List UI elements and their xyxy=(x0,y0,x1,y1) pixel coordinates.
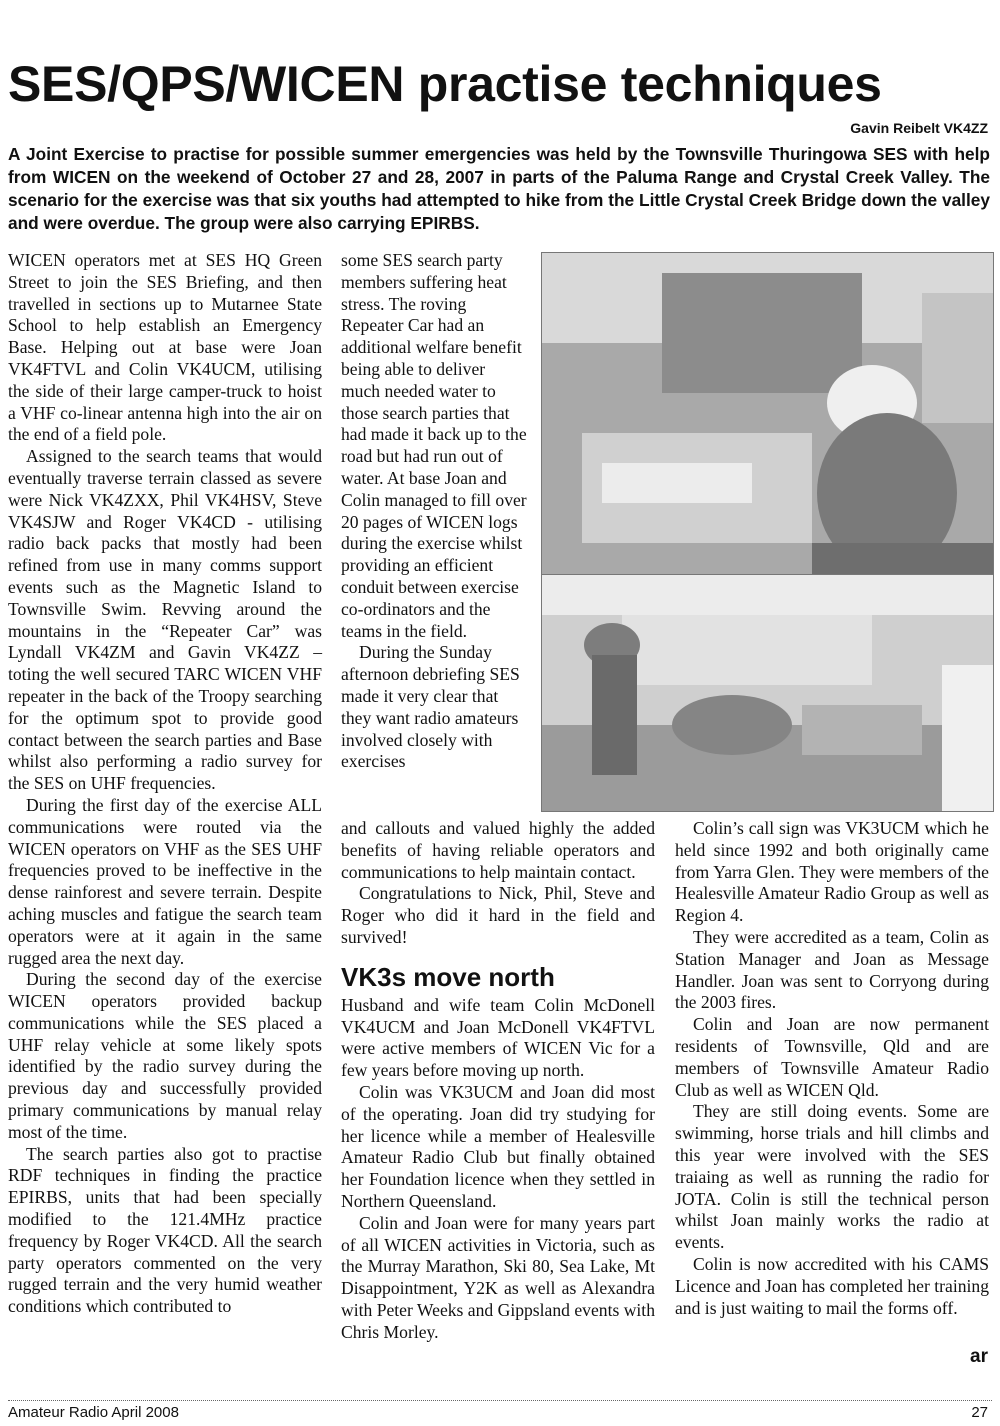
column-2-lower xyxy=(341,818,655,1344)
sidebar-heading: VK3s move north xyxy=(341,961,555,992)
body-paragraph: WICEN operators met at SES HQ Green Street to join the SES Briefing, and then travelled in sections up to Mutarnee State School to help establish an Emergency Base. Helping out at base were Joan VK4FTVL and Colin VK4UCM, utilising the side of their large camper-truck to hoist a VHF co-linear antenna high into the air on the end of a field pole. xyxy=(8,250,322,445)
intro-paragraph: A Joint Exercise to practise for possible summer emergencies was held by the Townsville Thuringowa SES with help from WICEN on the weekend of October 27 and 28, 2007 in parts of the Paluma Range and Crystal Creek Valley. The scenario for the exercise was that six youths had attempted to hike from the Little Crystal Creek Bridge down the valley and were overdue. The group were also carrying EPIRBS. xyxy=(8,144,990,233)
body-paragraph: some SES search party members suffering heat stress. The roving Repeater Car had an additional welfare benefit being able to deliver much needed water to those search parties that had made it back up to the road but had run out of water. At base Joan and Colin managed to fill over 20 pages of WICEN logs during the exercise whilst providing an efficient conduit between exercise co-ordinators and the teams in the field. xyxy=(341,250,527,641)
body-paragraph: Husband and wife team Colin McDonell VK4UCM and Joan McDonell VK4FTVL were active members of WICEN Vic for a few years before moving up north. xyxy=(341,994,655,1081)
body-paragraph: During the second day of the exercise WICEN operators provided backup communications while the SES placed a UHF relay vehicle at some likely spots identified by the radio survey during the previous day and successfully provided primary communications by manual relay most of the time. xyxy=(8,969,322,1142)
article-title: SES/QPS/WICEN practise techniques xyxy=(8,56,882,112)
body-paragraph: Colin was VK3UCM and Joan did most of the operating. Joan did try studying for her licence while a member of Healesville Amateur Radio Club but finally obtained her Foundation licence when they settled in Northern Queensland. xyxy=(341,1081,655,1211)
body-paragraph: They were accredited as a team, Colin as Station Manager and Joan as Message Handler. Joan was sent to Corryong during the 2003 fires. xyxy=(675,926,989,1013)
column-2-upper xyxy=(341,250,527,773)
photo-base-operators xyxy=(541,252,994,576)
body-paragraph: The search parties also got to practise RDF techniques in finding the practice EPIRBS, units that had been specially modified to the 121.4MHz practice frequency by Roger VK4CD. All the search party operators commented on the very rugged terrain and the very humid weather conditions which contributed to xyxy=(8,1143,322,1317)
column-1 xyxy=(8,250,322,1318)
body-paragraph: Colin’s call sign was VK3UCM which he held since 1992 and both originally came from Yarra Glen. They were members of the Healesville Amateur Radio Group as well as Region 4. xyxy=(675,818,989,926)
footer-divider xyxy=(8,1400,992,1401)
body-paragraph: and callouts and valued highly the added benefits of having reliable operators and communications to help maintain contact. xyxy=(341,818,655,882)
photo-debriefing-image xyxy=(542,575,993,811)
footer-publication: Amateur Radio April 2008 xyxy=(8,1404,179,1421)
column-3 xyxy=(675,818,989,1319)
body-paragraph: During the Sunday afternoon debriefing SES made it very clear that they want radio amateurs involved closely with exercises xyxy=(341,642,520,772)
author-byline: Gavin Reibelt VK4ZZ xyxy=(850,120,988,136)
end-mark-logo: ar xyxy=(970,1346,988,1367)
body-paragraph: Colin and Joan are now permanent residents of Townsville, Qld and are members of Townsville Amateur Radio Club as well as WICEN Qld. xyxy=(675,1014,989,1100)
body-paragraph: Colin is now accredited with his CAMS Licence and Joan has completed her training and is just waiting to mail the forms off. xyxy=(675,1253,989,1318)
body-paragraph: Congratulations to Nick, Phil, Steve and Roger who did it hard in the field and survived! xyxy=(341,883,655,947)
body-paragraph: Colin and Joan were for many years part of all WICEN activities in Victoria, such as the Murray Marathon, Ski 80, Sea Lake, Mt Disappointment, Y2K as well as Alexandra with Peter Weeks and Gippsland events with Chris Morley. xyxy=(341,1212,655,1342)
footer-page-number: 27 xyxy=(971,1404,988,1421)
body-paragraph: Assigned to the search teams that would eventually traverse terrain classed as severe were Nick VK4ZXX, Phil VK4HSV, Steve VK4SJW and Roger VK4CD - utilising radio back packs that mostly had been refined from use in many comms support events such as the Magnetic Island to Townsville Swim. Revving around the mountains in the “Repeater Car” was Lyndall VK4ZM and Gavin VK4ZZ – toting the well secured TARC WICEN VHF repeater in the back of the Troopy searching for the optimum spot to provide good contact between the search parties and Base whilst also performing a radio survey for the SES on UHF frequencies. xyxy=(8,446,322,794)
photo-base-operators-image xyxy=(542,253,993,575)
body-paragraph: During the first day of the exercise ALL communications were routed via the WICEN operators on VHF as the SES UHF frequencies proved to be ineffective in the dense rainforest and severe terrain. Despite aching muscles and fatigue the search team operators were at it again in the same rugged area the next day. xyxy=(8,794,322,968)
photo-debriefing xyxy=(541,574,994,812)
body-paragraph: They are still doing events. Some are swimming, horse trials and hill climbs and this year were involved with the SES traiaing as well as running the radio for JOTA. Colin is still the technical person whilst Joan mainly works the radio at events. xyxy=(675,1101,989,1253)
